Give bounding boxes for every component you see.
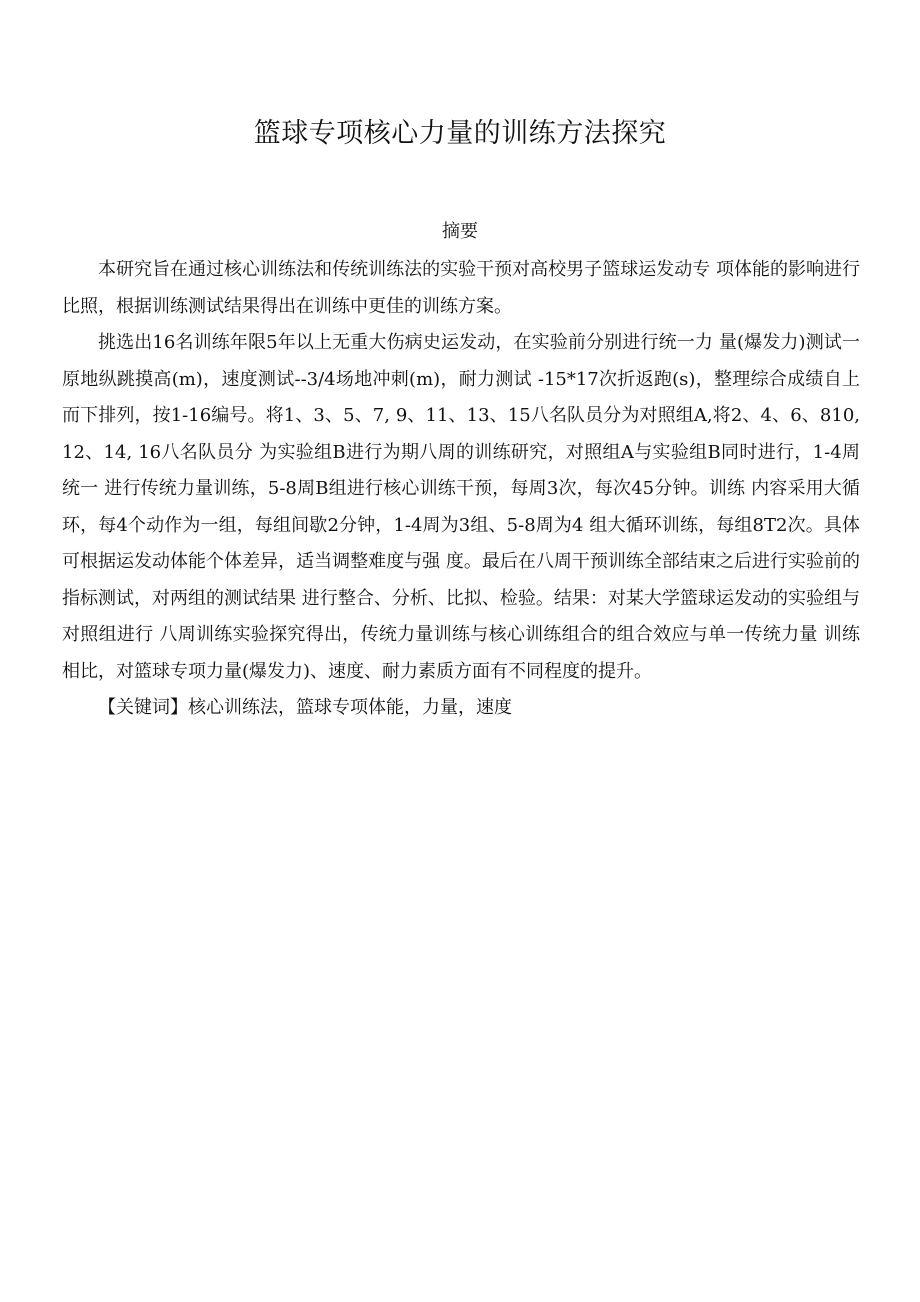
- paper-title: 篮球专项核心力量的训练方法探究: [253, 118, 667, 149]
- keywords-line: 【关键词】核心训练法，篮球专项体能，力量，速度: [98, 697, 512, 718]
- abstract-heading: 摘要: [442, 221, 478, 242]
- abstract-paragraph: 挑选出16名训练年限5年以上无重大伤病史运发动，在实验前分别进行统一力 量(爆发力)测试一原地纵跳摸高(m)，速度测试--3/4场地冲刺(m)，耐力测试 -15*17次折返跑(s)，整理综合成绩自上而下排列，按1-16编号。将1、3、5、7, 9、11、13、15八名队员分为对照组A,将2、4、6、810, 12、14, 16八名队员分 为实验组B进行为期八周的训练研究，对照组A与实验组B同时进行，1-4周统一 进行传统力量训练，5-8周B组进行核心训练干预，每周3次，每次45分钟。训练 内容采用大循环，每4个动作为一组，每组间歇2分钟，1-4周为3组、5-8周为4 组大循环训练，每组8T2次。具体可根据运发动体能个体差异，适当调整难度与强 度。最后在八周干预训练全部结束之后进行实验前的指标测试，对两组的测试结果 进行整合、分析、比拟、检验。结果：对某大学篮球运发动的实验组与对照组进行 八周训练实验探究得出，传统力量训练与核心训练组合的组合效应与单一传统力量 训练相比，对篮球专项力量(爆发力)、速度、耐力素质方面有不同程度的提升。: [62, 332, 860, 682]
- abstract-body: [62, 252, 860, 727]
- abstract-paragraph: 本研究旨在通过核心训练法和传统训练法的实验干预对高校男子篮球运发动专 项体能的影响进行比照，根据训练测试结果得出在训练中更佳的训练方案。: [62, 259, 860, 317]
